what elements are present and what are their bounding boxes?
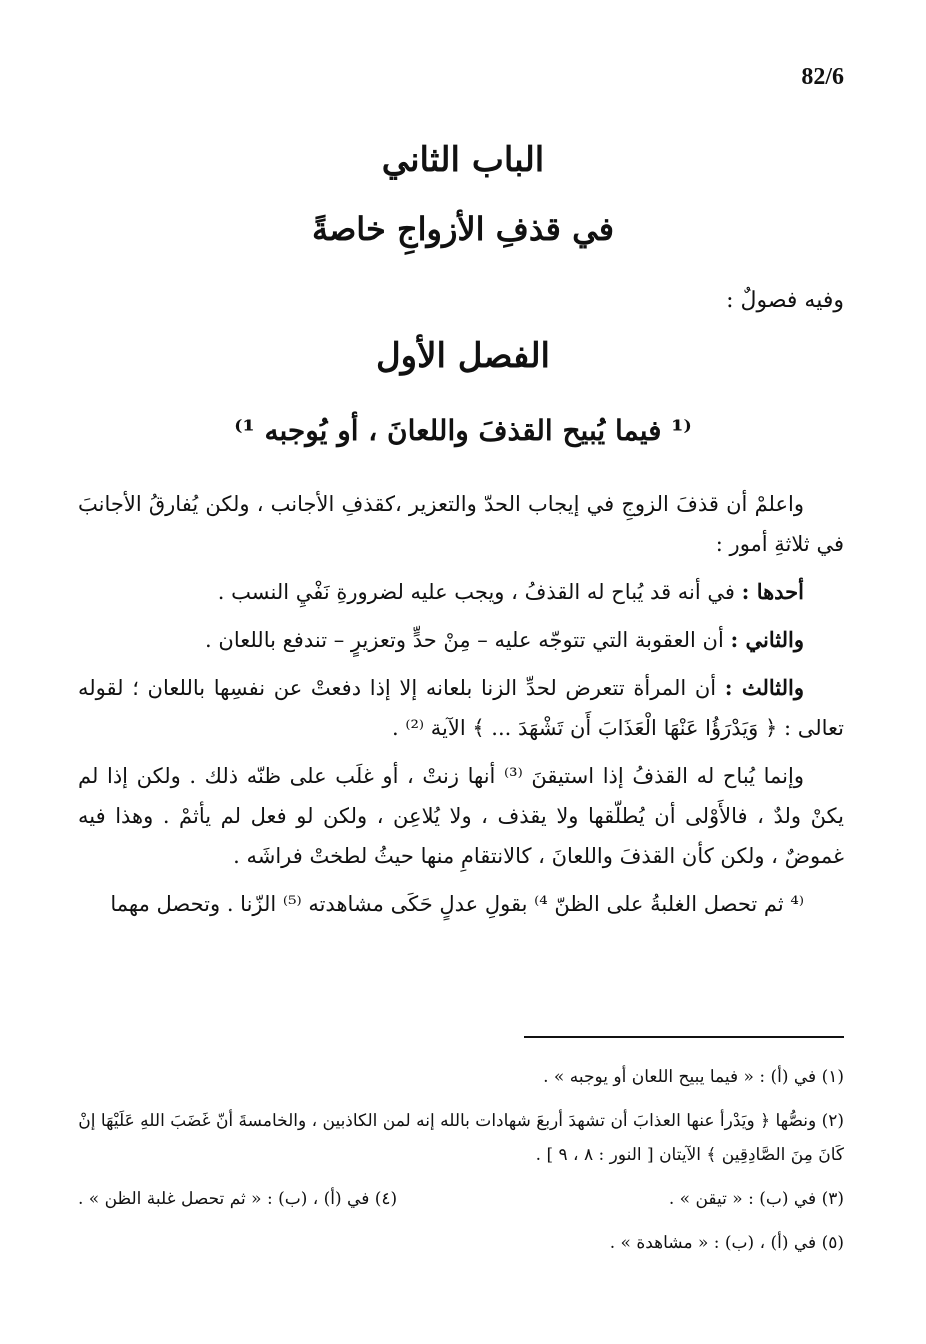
chapter-subtitle: في قذفِ الأزواجِ خاصةً [311,210,615,248]
page-number: 82/6 [801,64,844,90]
list-item-third [78,668,844,748]
footnotes [78,1060,844,1270]
list-item-text: أن العقوبة التي تتوجّه عليه – مِنْ حدٍّ وتعزيرٍ – تندفع باللعان . [205,628,731,652]
list-item-label: أحدها : [741,579,804,604]
body-text [78,484,844,932]
footnote-5: (٥) في (أ) ، (ب) : « مشاهدة » . [609,1233,844,1253]
list-item-text: أن المرأة تتعرض لحدِّ الزنا بلعانه إلا إذا دفعتْ عن نفسِها باللعان ؛ لقوله تعالى : ﴿ وَيَدْرَؤُا عَنْهَا الْعَذَابَ أَن تَشْهَدَ ... ﴾ الآية ⁽²⁾ . [78,676,844,740]
section-subtitle: ⁽¹ فيما يُبيح القذفَ واللعانَ ، أو يُوجبه ¹⁾ [234,414,692,447]
paragraph-intro: واعلمْ أن قذفَ الزوجِ في إيجاب الحدّ والتعزير ،كقذفِ الأجانب ، ولكن يُفارقُ الأجانبَ في ثلاثةِ أمور : [78,492,844,556]
paragraph-permission: وإنما يُباح له القذفُ إذا استيقنَ ⁽³⁾ أنها زنتْ ، أو غلَب على ظنّه ذلك . ولكن إذا لم يكنْ ولدٌ ، فالأَوْلى أن يُطلّقها ولا يقذف ، ولا يُلاعِن ، ولكن لو فعل لم يأثمْ . وهذا فيه غموضٌ ، ولكن كأن القذفَ واللعانَ ، كالانتقامِ منها حيثُ لطختْ فراشَه . [78,764,844,868]
footnote-divider [524,1036,844,1038]
footnote-4: (٤) في (أ) ، (ب) : « ثم تحصل غلبة الظن » . [78,1189,398,1209]
chapter-title: الباب الثاني [381,140,545,180]
paragraph-continuation: ⁽⁴ ثم تحصل الغلبةُ على الظنّ ⁴⁾ بقولِ عدلٍ حَكَى مشاهدته ⁽⁵⁾ الزّنا . وتحصل مهما [110,892,804,916]
footnote-row [78,1182,844,1216]
list-item-label: والثاني : [730,627,804,652]
list-item-label: والثالث : [724,675,804,700]
list-item-first [78,572,844,612]
list-item-second [78,620,844,660]
sections-intro: وفيه فصولٌ : [726,288,844,313]
footnote-2: (٢) ونصُّها ﴿ ويَدْرأ عنها العذابَ أن تشهدَ أربعَ شهادات بالله إنه لمن الكاذبين ، والخامسةَ أنّ غَضَبَ اللهِ عَلَيْهَا إنْ كَانَ مِنَ الصَّادِقِين ﴾ الآيتان [ النور : ٨ ، ٩ ] . [78,1111,844,1165]
footnote-1: (١) في (أ) : « فيما يبيح اللعان أو يوجبه » . [543,1067,844,1087]
footnote-3: (٣) في (ب) : « تيقن » . [668,1189,844,1209]
list-item-text: في أنه قد يُباح له القذفُ ، ويجب عليه لضرورةِ نَفْيِ النسب . [217,580,742,604]
section-title: الفصل الأول [375,336,551,376]
